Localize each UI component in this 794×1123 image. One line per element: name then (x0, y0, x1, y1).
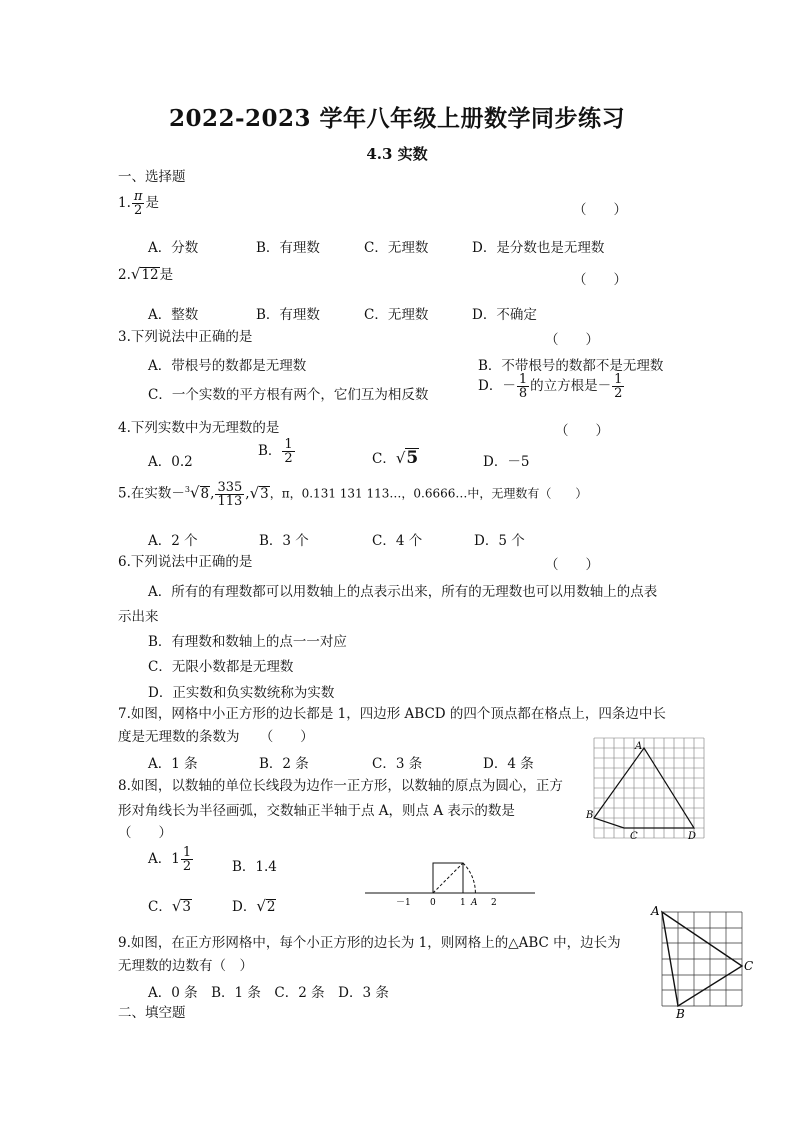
q3-option-d[interactable] (478, 373, 625, 400)
question-7-line2: 度是无理数的条数为 （ ） (118, 729, 314, 745)
q8-c-sqrt: √3 (171, 897, 191, 915)
q7-option-b[interactable]: B．2 条 (259, 756, 309, 772)
q2-number: 2. (118, 267, 131, 283)
page-subtitle: 4.3 实数 (366, 145, 428, 163)
q7-grid-figure (586, 735, 708, 847)
q8-arc (463, 863, 475, 893)
section-choice-heading: 一、选择题 (118, 169, 186, 185)
q8-number-line-figure (360, 855, 540, 910)
q5-option-b[interactable]: B．3 个 (259, 533, 309, 549)
q6-option-b[interactable]: B．有理数和数轴上的点一一对应 (148, 634, 347, 650)
q8-tick-0: 0 (430, 898, 436, 908)
q4-c-radicand: 5 (406, 448, 419, 468)
q1-stem-text: 是 (145, 195, 159, 211)
q8-option-c[interactable] (148, 895, 192, 916)
question-8-line3[interactable]: （ ） (118, 825, 172, 841)
q5-prefix: 5.在实数－ (118, 485, 185, 502)
q2-radicand: 12 (141, 267, 159, 283)
q3-d-frac1 (517, 373, 529, 400)
q8-tick-2: 2 (491, 898, 497, 908)
q6-option-c[interactable]: C．无限小数都是无理数 (148, 659, 294, 675)
q5-sqrt-radicand: 3 (260, 485, 269, 502)
q5-comma-1: , (210, 485, 215, 502)
q7-label-c: C (630, 831, 638, 842)
q9-label-c: C (744, 959, 754, 973)
q6-option-a-line2[interactable]: 示出来 (118, 609, 159, 625)
q1-frac-num: π (133, 189, 143, 204)
q4-option-b[interactable] (258, 438, 296, 465)
q2-answer-paren[interactable]: （ ） (573, 272, 627, 288)
q5-cube-radicand: 8 (200, 485, 210, 502)
q7-option-a[interactable]: A．1 条 (148, 756, 198, 772)
q4-answer-paren[interactable]: （ ） (555, 423, 609, 439)
q3-d-frac2 (612, 373, 624, 400)
q5-frac-den: 113 (217, 493, 243, 509)
question-8-line2: 形对角线长为半径画弧，交数轴正半轴于点 A，则点 A 表示的数是 (118, 803, 515, 819)
q9-label-b: B (676, 1007, 685, 1021)
q9-grid-figure (650, 900, 760, 1022)
q7-label-a: A (635, 741, 643, 752)
q2-sqrt: √12 (130, 265, 159, 283)
q1-number: 1. (118, 195, 131, 211)
q3-d-frac1-num: 1 (518, 372, 528, 387)
q8-tick-neg1: －1 (396, 898, 411, 908)
q4-b-prefix: B． (258, 443, 282, 459)
q3-d-prefix: D．－ (478, 378, 516, 394)
question-5-stem (118, 480, 587, 508)
q7-option-d[interactable]: D．4 条 (483, 756, 534, 772)
section-fill-heading: 二、填空题 (118, 1005, 186, 1021)
q9-options[interactable]: A．0 条 B．1 条 C．2 条 D．3 条 (148, 985, 389, 1001)
question-9-line2: 无理数的边数有（ ） (118, 958, 253, 974)
q1-option-a[interactable]: A．分数 (148, 240, 199, 256)
q8-diagonal (433, 863, 463, 893)
q8-option-a[interactable] (148, 846, 194, 873)
q8-c-prefix: C． (148, 899, 172, 915)
q5-option-a[interactable]: A．2 个 (148, 533, 198, 549)
q3-d-frac2-den: 2 (614, 386, 623, 401)
q3-d-frac1-den: 8 (518, 386, 528, 401)
question-7-line1: 7.如图，网格中小正方形的边长都是 1，四边形 ABCD 的四个顶点都在格点上，四条边中长 (118, 706, 666, 722)
q8-a-frac-num: 1 (182, 845, 192, 860)
q8-a-prefix: A．1 (148, 851, 180, 867)
page-title: 2022-2023 学年八年级上册数学同步练习 (168, 105, 626, 132)
q4-c-prefix: C． (372, 451, 396, 467)
q8-c-radicand: 3 (182, 899, 191, 915)
q2-option-d[interactable]: D．不确定 (472, 307, 537, 323)
q4-c-sqrt: √5 (395, 448, 419, 468)
q2-stem-text: 是 (159, 267, 174, 283)
q8-a-frac (181, 846, 193, 873)
q4-option-d[interactable]: D．－5 (483, 454, 530, 470)
question-8-line1: 8.如图，以数轴的单位长线段为边作一正方形，以数轴的原点为圆心，正方 (118, 778, 563, 794)
q9-label-a: A (651, 904, 660, 918)
q1-option-b[interactable]: B．有理数 (256, 240, 320, 256)
question-2-stem (118, 265, 173, 285)
q5-rest: ，π，0.131 131 113…，0.6666…中，无理数有（ ） (269, 486, 588, 501)
q8-option-b[interactable]: B．1.4 (232, 859, 277, 875)
q3-d-frac2-num: 1 (614, 372, 623, 387)
q3-d-mid: 的立方根是－ (530, 378, 612, 394)
q4-b-frac-num: 1 (284, 437, 293, 452)
q8-d-sqrt: √2 (256, 897, 276, 915)
q5-sqrt: √3 (249, 483, 269, 502)
q1-frac-den: 2 (132, 203, 145, 217)
q4-option-c[interactable] (372, 447, 419, 469)
q5-cube-root: $^3$√8 (184, 483, 210, 502)
q5-option-c[interactable]: C．4 个 (372, 533, 423, 549)
q8-a-frac-den: 2 (182, 859, 192, 874)
q2-option-c[interactable]: C．无理数 (364, 307, 429, 323)
q5-fraction (215, 481, 244, 508)
q9-grid-lines (662, 912, 742, 1006)
q3-option-a[interactable]: A．带根号的数都是无理数 (148, 358, 307, 374)
q4-b-frac-den: 2 (284, 451, 293, 466)
q7-option-c[interactable]: C．3 条 (372, 756, 423, 772)
q5-option-d[interactable]: D．5 个 (474, 533, 525, 549)
q3-option-c[interactable]: C．一个实数的平方根有两个，它们互为相反数 (148, 387, 429, 403)
q4-b-frac (282, 438, 294, 465)
q7-label-b: B (586, 810, 594, 821)
q1-fraction (132, 190, 145, 217)
q2-option-b[interactable]: B．有理数 (256, 307, 320, 323)
question-9-line1: 9.如图，在正方形网格中，每个小正方形的边长为 1，则网格上的△ABC 中，边长为 (118, 935, 621, 951)
q5-comma-2: , (245, 485, 250, 502)
q3-answer-paren[interactable]: （ ） (545, 332, 599, 348)
q6-option-d[interactable]: D．正实数和负实数统称为实数 (148, 685, 335, 701)
q1-option-c[interactable]: C．无理数 (364, 240, 429, 256)
q7-label-d: D (688, 831, 697, 842)
q6-answer-paren[interactable]: （ ） (545, 557, 599, 573)
question-4-stem: 4.下列实数中为无理数的是 (118, 420, 280, 436)
question-3-stem: 3.下列说法中正确的是 (118, 329, 253, 345)
q3-option-b[interactable]: B．不带根号的数都不是无理数 (478, 358, 664, 374)
q5-cube-index: 3 (184, 485, 190, 494)
q6-option-a-line1[interactable]: A．所有的有理数都可以用数轴上的点表示出来，所有的无理数也可以用数轴上的点表 (148, 584, 658, 600)
q8-point-a: A (471, 898, 478, 908)
q1-answer-paren[interactable]: （ ） (573, 202, 627, 218)
question-1-stem (118, 190, 159, 217)
q8-d-prefix: D． (232, 899, 257, 915)
question-6-stem: 6.下列说法中正确的是 (118, 554, 253, 570)
q8-d-radicand: 2 (266, 899, 276, 915)
q8-tick-1: 1 (460, 898, 466, 908)
q2-option-a[interactable]: A．整数 (148, 307, 199, 323)
q5-frac-num: 335 (217, 479, 243, 495)
q1-option-d[interactable]: D．是分数也是无理数 (472, 240, 605, 256)
q8-option-d[interactable] (232, 895, 276, 916)
q4-option-a[interactable]: A．0.2 (148, 454, 193, 470)
